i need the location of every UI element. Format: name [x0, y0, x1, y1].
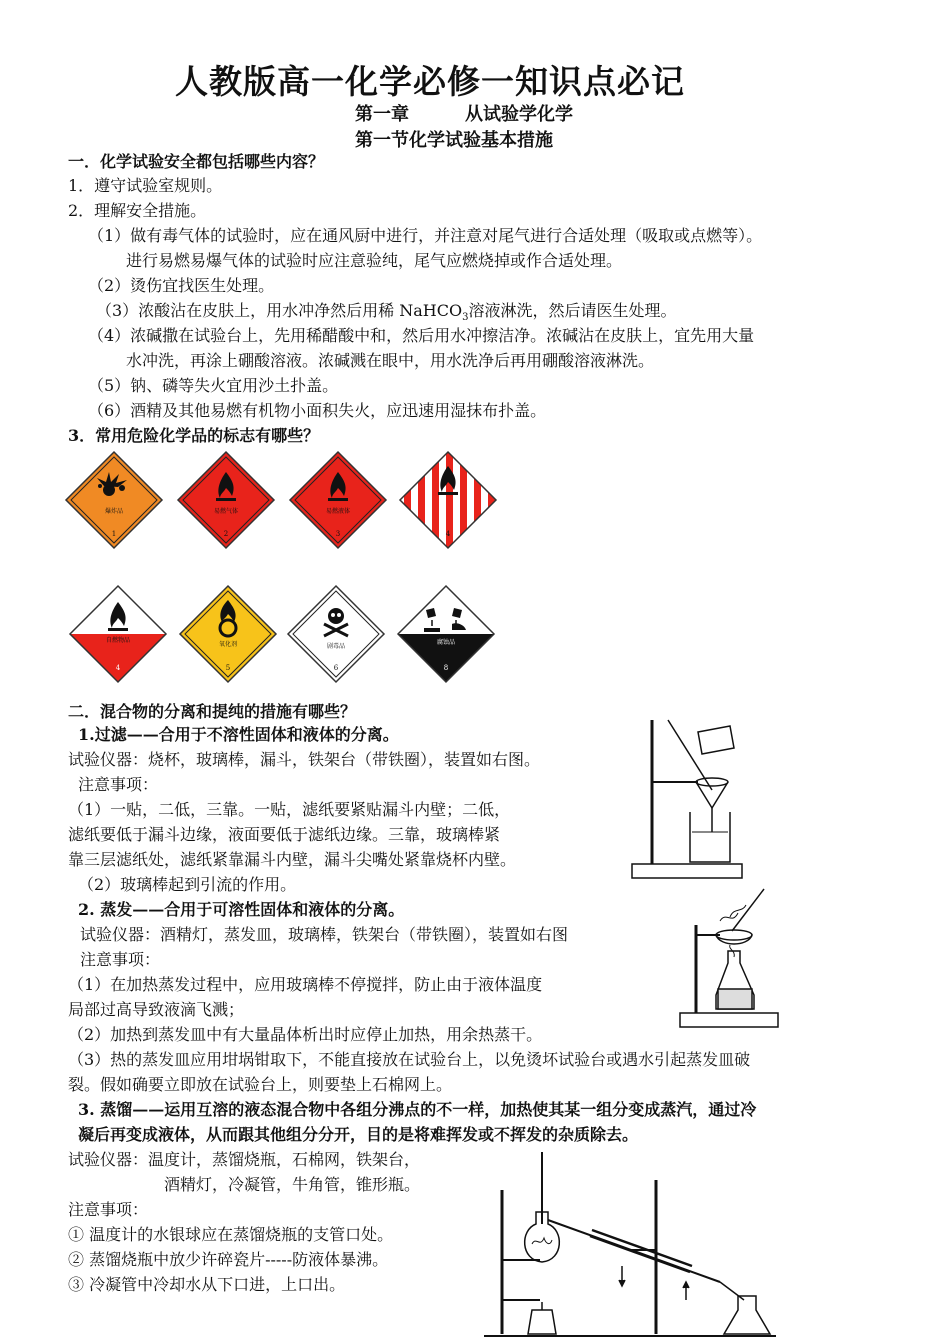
rule-1: 1．遵守试验室规则。	[68, 176, 223, 195]
page-title: 人教版高一化学必修一知识点必记	[175, 62, 685, 101]
rule-2-4: （4）浓碱撒在试验台上，先用稀醋酸中和，然后用水冲擦洁净。浓碱沾在皮肤上，宜先用大量	[88, 326, 755, 345]
evap-notes-label: 注意事项：	[80, 950, 161, 969]
evap-apparatus: 试验仪器：酒精灯，蒸发皿，玻璃棒，铁架台（带铁圈），装置如右图	[80, 925, 569, 944]
rule-2-6: （6）酒精及其他易燃有机物小面积失火，应迅速用湿抹布扑盖。	[88, 401, 547, 420]
spontaneous-combustion-sign-icon	[68, 584, 168, 684]
distill-note-line: ① 温度计的水银球应在蒸馏烧瓶的支管口处。	[68, 1225, 394, 1244]
evap-note-line: （3）热的蒸发皿应用坩埚钳取下，不能直接放在试验台上，以免烫坏试验台或遇水引起蒸发皿破	[68, 1050, 751, 1069]
svg-text:3: 3	[335, 530, 341, 538]
evap-note-line: 局部过高导致液滴飞溅；	[68, 1000, 245, 1019]
evaporation-apparatus-figure	[672, 885, 782, 1035]
filter-apparatus: 试验仪器：烧杯，玻璃棒，漏斗，铁架台（带铁圈），装置如右图。	[68, 750, 541, 769]
oxidizer-sign-icon	[178, 584, 278, 684]
distill-note-line: ③ 冷凝管中冷却水从下口进，上口出。	[68, 1275, 346, 1294]
svg-text:4: 4	[115, 664, 121, 672]
svg-text:1: 1	[111, 530, 117, 538]
svg-text:氧化剂: 氧化剂	[218, 641, 238, 648]
rule-2-2: （2）烫伤宜找医生处理。	[88, 276, 275, 295]
svg-text:8: 8	[443, 664, 449, 672]
filter-note-line: （2）玻璃棒起到引流的作用。	[78, 875, 297, 894]
filter-note-line: 滤纸要低于漏斗边缘，液面要低于滤纸边缘。三靠，玻璃棒紧	[68, 825, 501, 844]
chapter-name: 从试验学化学	[465, 104, 573, 125]
rule-2-1: （1）做有毒气体的试验时，应在通风厨中进行，并注意对尾气进行合适处理（吸取或点燃等）。	[88, 226, 763, 245]
svg-text:6: 6	[333, 664, 339, 672]
flammable-solid-sign-icon	[398, 450, 498, 550]
svg-text:剧毒品: 剧毒品	[326, 643, 346, 650]
part1-heading: 一．化学试验安全都包括哪些内容？	[68, 152, 325, 171]
svg-text:易燃气体: 易燃气体	[213, 508, 239, 515]
rule-2-4b: 水冲洗，再涂上硼酸溶液。浓碱溅在眼中，用水洗净后再用硼酸溶液淋洗。	[126, 351, 655, 370]
distill-title: 3. 蒸馏——运用互溶的液态混合物中各组分沸点的不一样，加热使其某一组分变成蒸汽，通过冷	[78, 1100, 757, 1119]
evap-note-line: 裂。假如确要立即放在试验台上，则要垫上石棉网上。	[68, 1075, 453, 1094]
toxic-sign-icon	[286, 584, 386, 684]
explosive-sign-icon	[64, 450, 164, 550]
svg-text:4: 4	[445, 530, 451, 538]
evap-note-line: （1）在加热蒸发过程中，应用玻璃棒不停搅拌，防止由于液体温度	[68, 975, 543, 994]
distill-note-line: ② 蒸馏烧瓶中放少许碎瓷片-----防液体暴沸。	[68, 1250, 389, 1269]
sign-label: 爆炸品	[104, 508, 124, 515]
svg-text:易燃液体: 易燃液体	[325, 508, 351, 515]
part2-heading: 二．混合物的分离和提纯的措施有哪些？	[68, 702, 357, 721]
chapter-label: 第一章	[355, 104, 409, 125]
filtration-apparatus-figure	[628, 712, 748, 888]
filter-note-line: （1）一贴，二低，三靠。一贴，滤纸要紧贴漏斗内壁；二低，	[68, 800, 511, 819]
svg-text:自燃物品: 自燃物品	[105, 637, 131, 644]
rule-2: 2．理解安全措施。	[68, 201, 207, 220]
flammable-liquid-sign-icon	[288, 450, 388, 550]
rule-2-5: （5）钠、磷等失火宜用沙土扑盖。	[88, 376, 339, 395]
rule-2-3: （3）浓酸沾在皮肤上，用水冲净然后用稀 NaHCO$_3$溶液淋洗，然后请医生处理。	[96, 301, 677, 324]
section-title: 第一节化学试验基本措施	[355, 130, 553, 151]
evap-title: 2. 蒸发——合用于可溶性固体和液体的分离。	[78, 900, 405, 919]
svg-text:腐蚀品: 腐蚀品	[436, 639, 456, 646]
distill-apparatus: 试验仪器：温度计，蒸馏烧瓶，石棉网，铁架台，	[68, 1150, 421, 1169]
distill-apparatus-cont: 酒精灯，冷凝管，牛角管，锥形瓶。	[164, 1175, 421, 1194]
evap-note-line: （2）加热到蒸发皿中有大量晶体析出时应停止加热，用余热蒸干。	[68, 1025, 543, 1044]
flammable-gas-sign-icon	[176, 450, 276, 550]
q3-heading: 3．常用危险化学品的标志有哪些？	[68, 426, 320, 445]
filter-title: 1.过滤——合用于不溶性固体和液体的分离。	[78, 725, 399, 744]
svg-text:2: 2	[223, 530, 229, 538]
rule-2-1b: 进行易燃易爆气体的试验时应注意验纯，尾气应燃烧掉或作合适处理。	[126, 251, 623, 270]
filter-note-line: 靠三层滤纸处，滤纸紧靠漏斗内壁，漏斗尖嘴处紧靠烧杯内壁。	[68, 850, 517, 869]
filter-notes-label: 注意事项：	[78, 775, 159, 794]
corrosive-sign-icon	[396, 584, 496, 684]
distill-notes-label: 注意事项：	[68, 1200, 149, 1219]
distillation-apparatus-figure	[480, 1150, 780, 1340]
svg-text:5: 5	[225, 664, 231, 672]
distill-title-cont: 凝后再变成液体，从而跟其他组分分开，目的是将难挥发或不挥发的杂质除去。	[78, 1125, 639, 1144]
